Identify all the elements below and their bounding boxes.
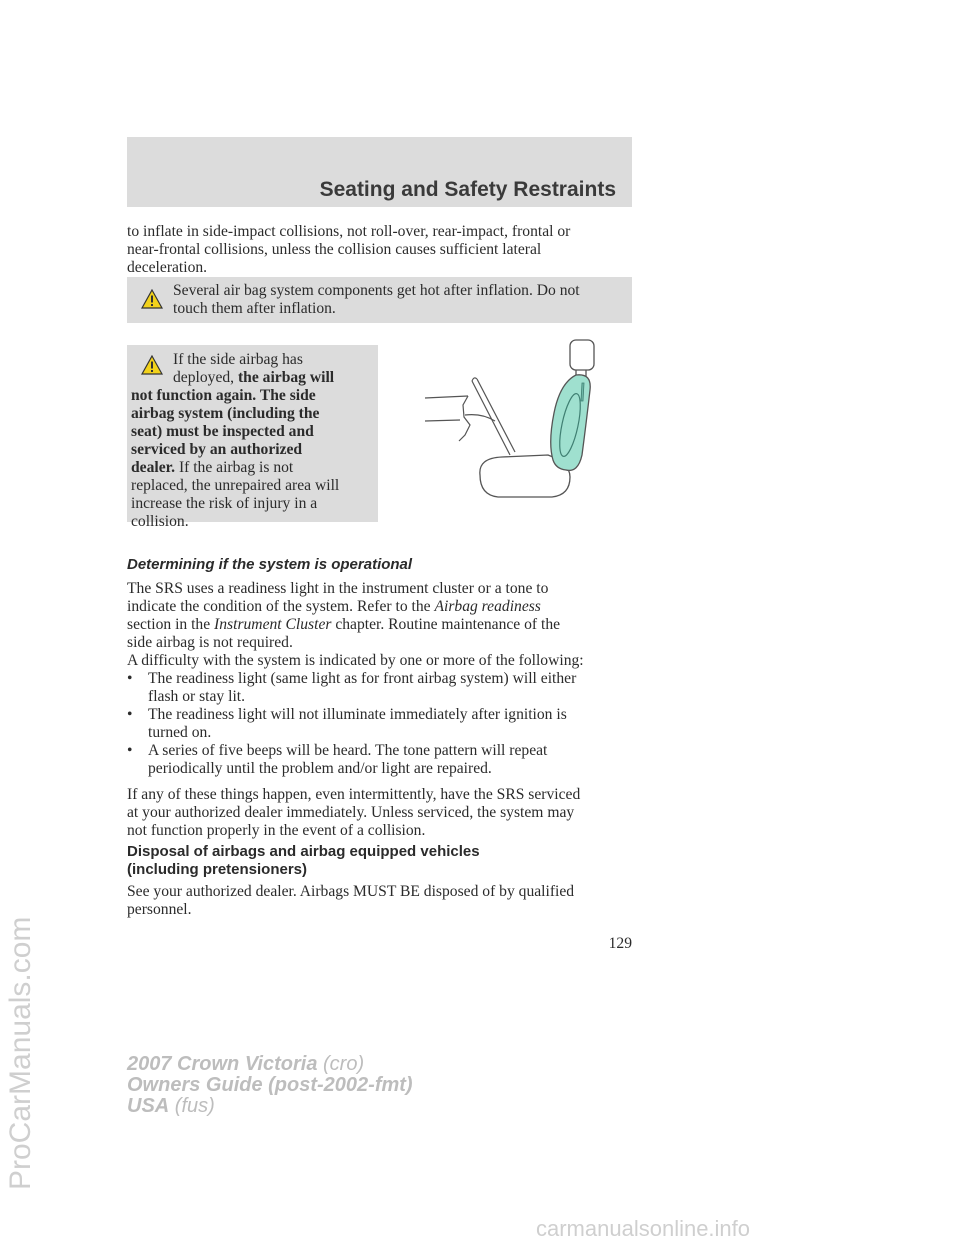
text-line: deceleration. [127,259,208,276]
text-span: indicate the condition of the system. Refer to the [127,598,435,615]
text-line: side airbag is not required. [127,634,293,651]
footer-light: (fus) [169,1095,215,1117]
list-item [127,706,632,742]
warning-box-side-airbag-deployed [127,345,378,530]
footer-line [127,1054,413,1075]
bold-span: the airbag will [237,369,335,386]
list-item [127,670,632,706]
text-line: not function properly in the event of a collision. [127,822,426,839]
text-line: (including pretensioners) [127,861,308,878]
text-span: section in the [127,616,215,633]
text-line: The readiness light (same light as for front airbag system) will either [148,670,577,687]
text-line: replaced, the unrepaired area will [131,477,340,494]
list-item-text [148,706,628,742]
bullet-icon: • [127,670,133,687]
bold-span: serviced by an authorized [131,441,303,458]
text-line [131,459,376,477]
text-line: collision. [131,513,189,530]
watermark-vertical: ProCarManuals.com [4,916,37,1190]
warning-triangle-icon [141,355,163,375]
text-line: periodically until the problem and/or light are repaired. [148,760,492,777]
italic-span: Instrument Cluster [214,616,332,633]
text-line: The readiness light will not illuminate immediately after ignition is [148,706,567,723]
list-item-text [148,670,628,706]
bold-span: dealer. [131,459,176,476]
footer-light: (cro) [317,1053,365,1075]
page-number: 129 [608,935,632,952]
footer-bold: USA [127,1095,170,1117]
footer-bold: 2007 Crown Victoria [127,1053,318,1075]
site-footer-link[interactable]: carmanualsonline.info [536,1216,751,1241]
text-line [131,387,376,405]
bullet-icon: • [127,742,133,759]
text-span: deployed, [173,369,238,386]
footer-line: Owners Guide (post-2002-fmt) [127,1074,413,1096]
text-line: flash or stay lit. [148,688,246,705]
document-footer [127,1054,413,1117]
text-line: touch them after inflation. [173,300,336,317]
text-line: If the side airbag has [173,351,303,368]
text-line: The SRS uses a readiness light in the instrument cluster or a tone to [127,580,549,597]
section-paragraph [127,786,632,840]
warning-text-top [173,351,373,387]
bullet-icon: • [127,706,133,723]
text-line: Disposal of airbags and airbag equipped vehicles [127,843,480,860]
section-paragraph [127,883,632,919]
section-heading: Determining if the system is operational [127,556,413,573]
text-line: near-frontal collisions, unless the collision causes sufficient lateral [127,241,542,258]
footer-line [127,1096,413,1117]
text-line [127,598,632,616]
text-line [131,441,376,459]
warning-text-body [131,387,376,531]
bold-span: not function again. The side [131,387,316,404]
page-title: Seating and Safety Restraints [319,178,616,201]
text-line: turned on. [148,724,212,741]
text-line [131,423,376,441]
text-line: A series of five beeps will be heard. The tone pattern will repeat [148,742,548,759]
warning-box-hot-components [127,277,632,323]
text-line: If any of these things happen, even intermittently, have the SRS serviced [127,786,581,803]
section-paragraph: A difficulty with the system is indicated by one or more of the following: [127,652,584,669]
text-line: personnel. [127,901,192,918]
text-line [173,369,373,387]
text-span: chapter. Routine maintenance of the [331,616,561,633]
text-line: increase the risk of injury in a [131,495,318,512]
section-paragraph [127,580,632,652]
section-heading [127,843,632,879]
text-line: to inflate in side-impact collisions, not roll-over, rear-impact, frontal or [127,223,571,240]
text-line: Several air bag system components get hot after inflation. Do not [173,282,580,299]
list-item-text [148,742,628,778]
side-airbag-seat-illustration [420,335,605,505]
warning-triangle-icon [141,289,163,309]
text-line [127,616,632,634]
bold-span: seat) must be inspected and [131,423,314,440]
text-line: See your authorized dealer. Airbags MUST BE disposed of by qualified [127,883,575,900]
text-span: If the airbag is not [175,459,294,476]
list-item [127,742,632,778]
italic-span: Airbag readiness [434,598,541,615]
bold-span: airbag system (including the [131,405,320,422]
intro-paragraph [127,223,632,277]
warning-text [173,282,628,318]
text-line [131,405,376,423]
text-line: at your authorized dealer immediately. Unless serviced, the system may [127,804,575,821]
